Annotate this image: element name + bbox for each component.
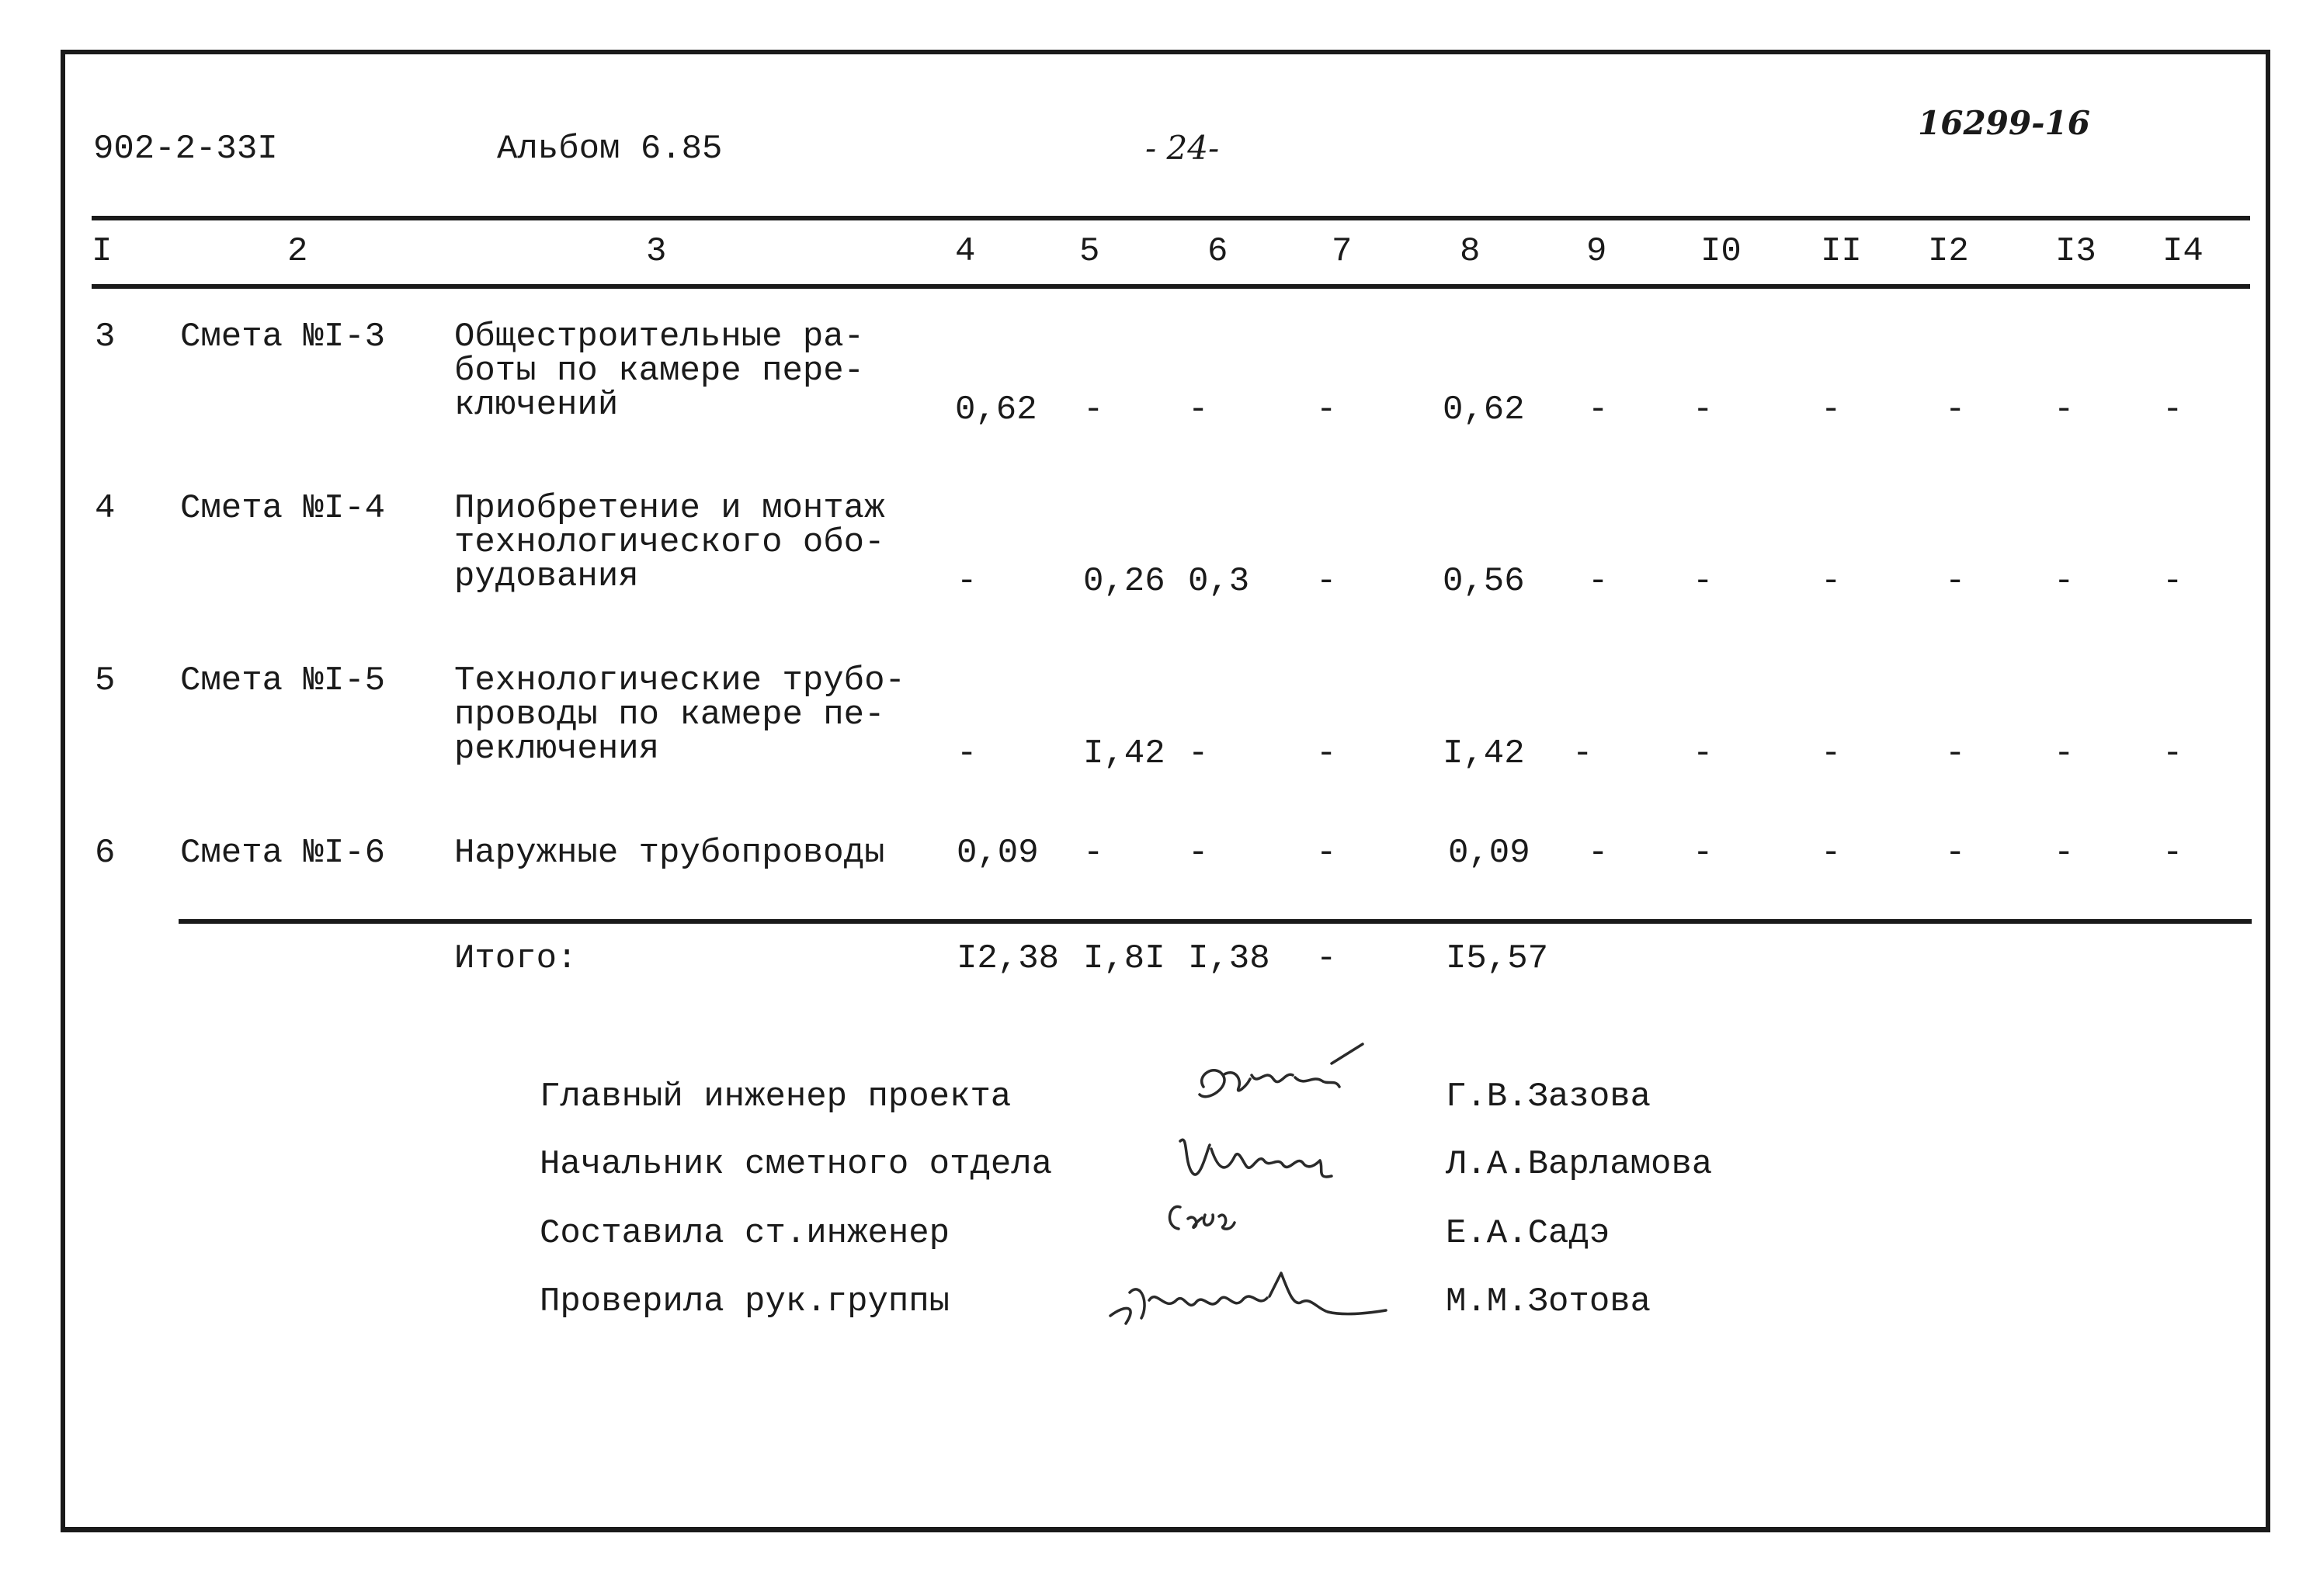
column-number: 6	[1207, 232, 1228, 271]
row-number: 4	[95, 489, 116, 528]
signer-name: Л.А.Варламова	[1446, 1145, 1713, 1184]
estimate-ref: Смета №I-6	[180, 834, 386, 873]
value-cell: 0,62	[1443, 390, 1525, 429]
album-label: Альбом 6.85	[497, 130, 723, 168]
doc-code: 902-2-33I	[93, 130, 278, 168]
signer-name: М.М.Зотова	[1446, 1282, 1651, 1321]
value-cell: -	[1693, 562, 1714, 601]
row-number: 6	[95, 834, 116, 873]
inventory-number: 16299-16	[1918, 104, 2090, 142]
column-number: I4	[2162, 232, 2204, 271]
totals-label: Итого:	[454, 939, 578, 978]
handwritten-signature	[1157, 1192, 1273, 1246]
value-cell: -	[1316, 734, 1337, 773]
item-description: Технологические трубо- проводы по камере пе- реключения	[454, 661, 905, 769]
value-cell: 0,09	[957, 834, 1039, 873]
row-number: 3	[95, 317, 116, 356]
value-cell: -	[1693, 734, 1714, 773]
estimate-ref: Смета №I-4	[180, 489, 386, 528]
value-cell: -	[2162, 390, 2183, 429]
value-cell: -	[1188, 734, 1209, 773]
value-cell: -	[1572, 734, 1593, 773]
signer-name: Е.А.Садэ	[1446, 1214, 1610, 1253]
signer-role: Составила ст.инженер	[540, 1214, 950, 1253]
value-cell: -	[957, 734, 978, 773]
value-cell: -	[1588, 562, 1609, 601]
header-bottom-rule	[92, 284, 2250, 289]
column-number: 8	[1460, 232, 1481, 271]
column-number: I3	[2055, 232, 2096, 271]
value-cell: -	[2054, 390, 2075, 429]
item-description: Общестроительные ра- боты по камере пере- ключений	[454, 317, 865, 425]
signer-role: Проверила рук.группы	[540, 1282, 950, 1321]
column-number: I0	[1700, 232, 1742, 271]
total-value: I,38	[1188, 939, 1270, 978]
handwritten-signature	[1165, 1118, 1367, 1195]
signer-role: Главный инженер проекта	[540, 1077, 1012, 1116]
value-cell: 0,3	[1188, 562, 1250, 601]
value-cell: -	[1316, 390, 1337, 429]
column-number: I2	[1928, 232, 1969, 271]
row-number: 5	[95, 661, 116, 700]
item-description: Приобретение и монтаж технологического обо- рудования	[454, 489, 885, 596]
handwritten-signature	[1188, 1032, 1374, 1118]
value-cell: -	[1188, 390, 1209, 429]
signer-name: Г.В.Зазова	[1446, 1077, 1651, 1116]
value-cell: -	[1821, 834, 1842, 873]
header-top-rule	[92, 216, 2250, 220]
value-cell: -	[1316, 562, 1337, 601]
column-number: II	[1821, 232, 1862, 271]
column-number: 4	[955, 232, 976, 271]
value-cell: I,42	[1083, 734, 1165, 773]
value-cell: 0,56	[1443, 562, 1525, 601]
value-cell: -	[2162, 834, 2183, 873]
value-cell: -	[1945, 734, 1966, 773]
column-number: 9	[1586, 232, 1607, 271]
value-cell: -	[2162, 562, 2183, 601]
value-cell: -	[1945, 562, 1966, 601]
totals-rule	[179, 919, 2252, 924]
value-cell: -	[1316, 834, 1337, 873]
value-cell: -	[1821, 562, 1842, 601]
value-cell: -	[1083, 834, 1104, 873]
signer-role: Начальник сметного отдела	[540, 1145, 1053, 1184]
value-cell: -	[1945, 390, 1966, 429]
total-value: I5,57	[1446, 939, 1549, 978]
value-cell: -	[1945, 834, 1966, 873]
value-cell: -	[1588, 834, 1609, 873]
value-cell: I,42	[1443, 734, 1525, 773]
column-number: I	[92, 232, 113, 271]
estimate-ref: Смета №I-5	[180, 661, 386, 700]
value-cell: -	[1821, 390, 1842, 429]
value-cell: 0,09	[1448, 834, 1530, 873]
column-number: 3	[646, 232, 667, 271]
value-cell: -	[1083, 390, 1104, 429]
value-cell: -	[1693, 834, 1714, 873]
value-cell: -	[2054, 734, 2075, 773]
column-number: 2	[287, 232, 308, 271]
value-cell: -	[1693, 390, 1714, 429]
value-cell: -	[1188, 834, 1209, 873]
column-number: 7	[1332, 232, 1353, 271]
total-value: I,8I	[1083, 939, 1165, 978]
value-cell: -	[2162, 734, 2183, 773]
total-value: I2,38	[957, 939, 1060, 978]
page-number: - 24-	[1145, 129, 1220, 167]
value-cell: -	[2054, 834, 2075, 873]
item-description: Наружные трубопроводы	[454, 834, 885, 873]
value-cell: -	[1821, 734, 1842, 773]
value-cell: -	[1588, 390, 1609, 429]
total-value: -	[1316, 939, 1337, 978]
value-cell: 0,26	[1083, 562, 1165, 601]
value-cell: -	[2054, 562, 2075, 601]
column-number: 5	[1079, 232, 1100, 271]
value-cell: -	[957, 562, 978, 601]
value-cell: 0,62	[955, 390, 1037, 429]
handwritten-signature	[1103, 1258, 1398, 1343]
estimate-ref: Смета №I-3	[180, 317, 386, 356]
